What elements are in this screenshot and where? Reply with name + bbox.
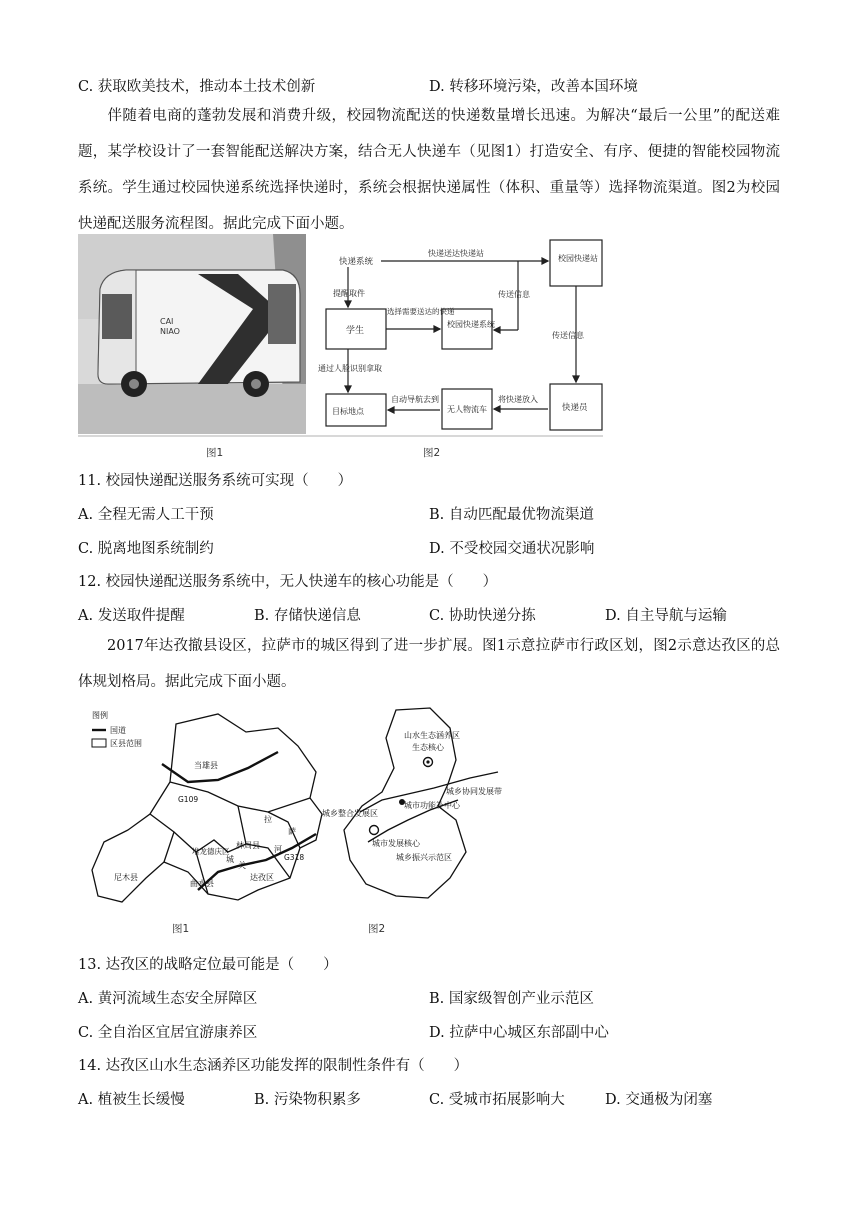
node-station <box>550 240 602 286</box>
q13-option-c: C. 全自治区宜居宜游康养区 <box>78 1025 258 1041</box>
q10-option-c: C. 获取欧美技术，推动本土技术创新 <box>78 79 316 95</box>
passage-lhasa-text: 2017年达孜撤县设区，拉萨市的城区得到了进一步扩展。图1示意拉萨市行政区划，图2示意达孜区的总体规划格局。据此完成下面小题。 <box>78 638 780 690</box>
node-express-system: 快递系统 <box>339 257 374 267</box>
edge-info2-label: 传送信息 <box>552 331 584 340</box>
edge-top-label: 快递送达快递站 <box>428 249 484 258</box>
map1-qushui: 曲水县 <box>190 879 214 888</box>
map1-la: 拉 <box>264 815 272 824</box>
map1-legend-title: 图例 <box>92 711 108 720</box>
q13-stem: 13. 达孜区的战略定位最可能是（ ） <box>78 957 338 973</box>
map2-rural: 城乡振兴示范区 <box>396 853 452 862</box>
map1-g318: G318 <box>284 853 305 862</box>
figure2-caption: 图2 <box>423 447 441 459</box>
q12-option-c: C. 协助快递分拣 <box>429 608 536 624</box>
edge-pickup-label: 提醒取件 <box>333 289 365 298</box>
passage-delivery-text: 伴随着电商的蓬勃发展和消费升级，校园物流配送的快递数量增长迅速。为解决“最后一公里”的配送难题，某学校设计了一套智能配送解决方案，结合无人快递车（见图1）打造安全、有序、便捷的智能校园物流系统。学生通过校园快递系统选择快递时，系统会根据快递属性（体积、重量等）选择物流渠道。图2为校园快递配送服务流程图。据此完成下面小题。 <box>78 108 780 232</box>
edge-info1-label: 传送信息 <box>498 290 530 299</box>
map1-g109: G109 <box>178 795 199 804</box>
node-station-label: 校园快递站 <box>558 254 598 263</box>
map2-caption: 图2 <box>368 923 386 935</box>
q10-option-d: D. 转移环境污染，改善本国环境 <box>429 79 638 95</box>
q11-stem: 11. 校园快递配送服务系统可实现（ ） <box>78 473 353 489</box>
passage-lhasa <box>78 628 780 700</box>
map1-linzhou: 林周县 <box>236 841 260 850</box>
map1-dazi: 达孜区 <box>250 873 274 882</box>
delivery-figure <box>78 234 608 464</box>
map2-eco: 山水生态涵养区 <box>404 731 460 740</box>
node-robot-label: 无人物流车 <box>447 405 487 414</box>
map2-eco-core: 生态核心 <box>412 743 444 752</box>
edge-face-label: 通过人脸识别拿取 <box>318 364 382 373</box>
edge-choose-label: 选择需要送达的快递 <box>387 307 455 316</box>
lhasa-admin-map <box>86 708 322 902</box>
map1-legend-boundary: 区县范围 <box>110 739 142 748</box>
van-logo-line1: CAI <box>160 317 174 326</box>
q14-stem: 14. 达孜区山水生态涵养区功能发挥的限制性条件有（ ） <box>78 1058 469 1074</box>
node-target-label: 目标地点 <box>332 407 364 416</box>
q14-option-a: A. 植被生长缓慢 <box>78 1092 185 1108</box>
dazi-planning-map <box>322 708 502 898</box>
map1-legend-road: 国道 <box>110 726 126 735</box>
g109-road <box>162 752 278 782</box>
map1-nimu: 尼木县 <box>114 873 138 882</box>
map1-caption: 图1 <box>172 923 190 935</box>
map2-coordinate: 城乡协同发展带 <box>446 787 502 796</box>
q14-option-b: B. 污染物积累多 <box>254 1092 361 1108</box>
map1-sa: 萨 <box>288 827 296 836</box>
edge-load-label: 将快递放入 <box>498 395 538 404</box>
map2-city-core: 城市发展核心 <box>372 839 420 848</box>
node-courier-label: 快递员 <box>562 403 588 413</box>
q12-option-b: B. 存储快递信息 <box>254 608 361 624</box>
lhasa-maps <box>78 702 538 938</box>
q11-option-a: A. 全程无需人工干预 <box>78 507 214 523</box>
q11-option-d: D. 不受校园交通状况影响 <box>429 541 595 557</box>
q11-option-c: C. 脱离地图系统制约 <box>78 541 214 557</box>
node-student-label: 学生 <box>346 326 365 336</box>
q12-stem: 12. 校园快递配送服务系统中，无人快递车的核心功能是（ ） <box>78 574 498 590</box>
map1-duilong: 堆龙德庆区 <box>192 847 230 856</box>
q13-option-d: D. 拉萨中心城区东部副中心 <box>429 1025 609 1041</box>
van-photo <box>78 234 306 434</box>
delivery-flowchart <box>318 240 602 430</box>
q13-option-a: A. 黄河流域生态安全屏障区 <box>78 991 258 1007</box>
van-logo-line2: NIAO <box>160 327 180 336</box>
q12-option-d: D. 自主导航与运输 <box>605 608 727 624</box>
passage-delivery <box>78 98 780 242</box>
map1-he: 河 <box>274 845 282 854</box>
map2-integrate: 城乡整合发展区 <box>322 809 378 818</box>
node-campus-system-label: 校园快递系统 <box>447 320 495 329</box>
map1-guan: 关 <box>238 861 246 870</box>
map1-dangxiong: 当雄县 <box>194 761 218 770</box>
map1-cheng: 城 <box>226 855 234 864</box>
q13-option-b: B. 国家级智创产业示范区 <box>429 991 594 1007</box>
q12-option-a: A. 发送取件提醒 <box>78 608 185 624</box>
q14-option-d: D. 交通极为闭塞 <box>605 1092 713 1108</box>
figure1-caption: 图1 <box>206 447 224 459</box>
map2-func: 城市功能补中心 <box>404 801 460 810</box>
q14-option-c: C. 受城市拓展影响大 <box>429 1092 565 1108</box>
q11-option-b: B. 自动匹配最优物流渠道 <box>429 507 594 523</box>
edge-nav-label: 自动导航去到 <box>391 395 439 404</box>
